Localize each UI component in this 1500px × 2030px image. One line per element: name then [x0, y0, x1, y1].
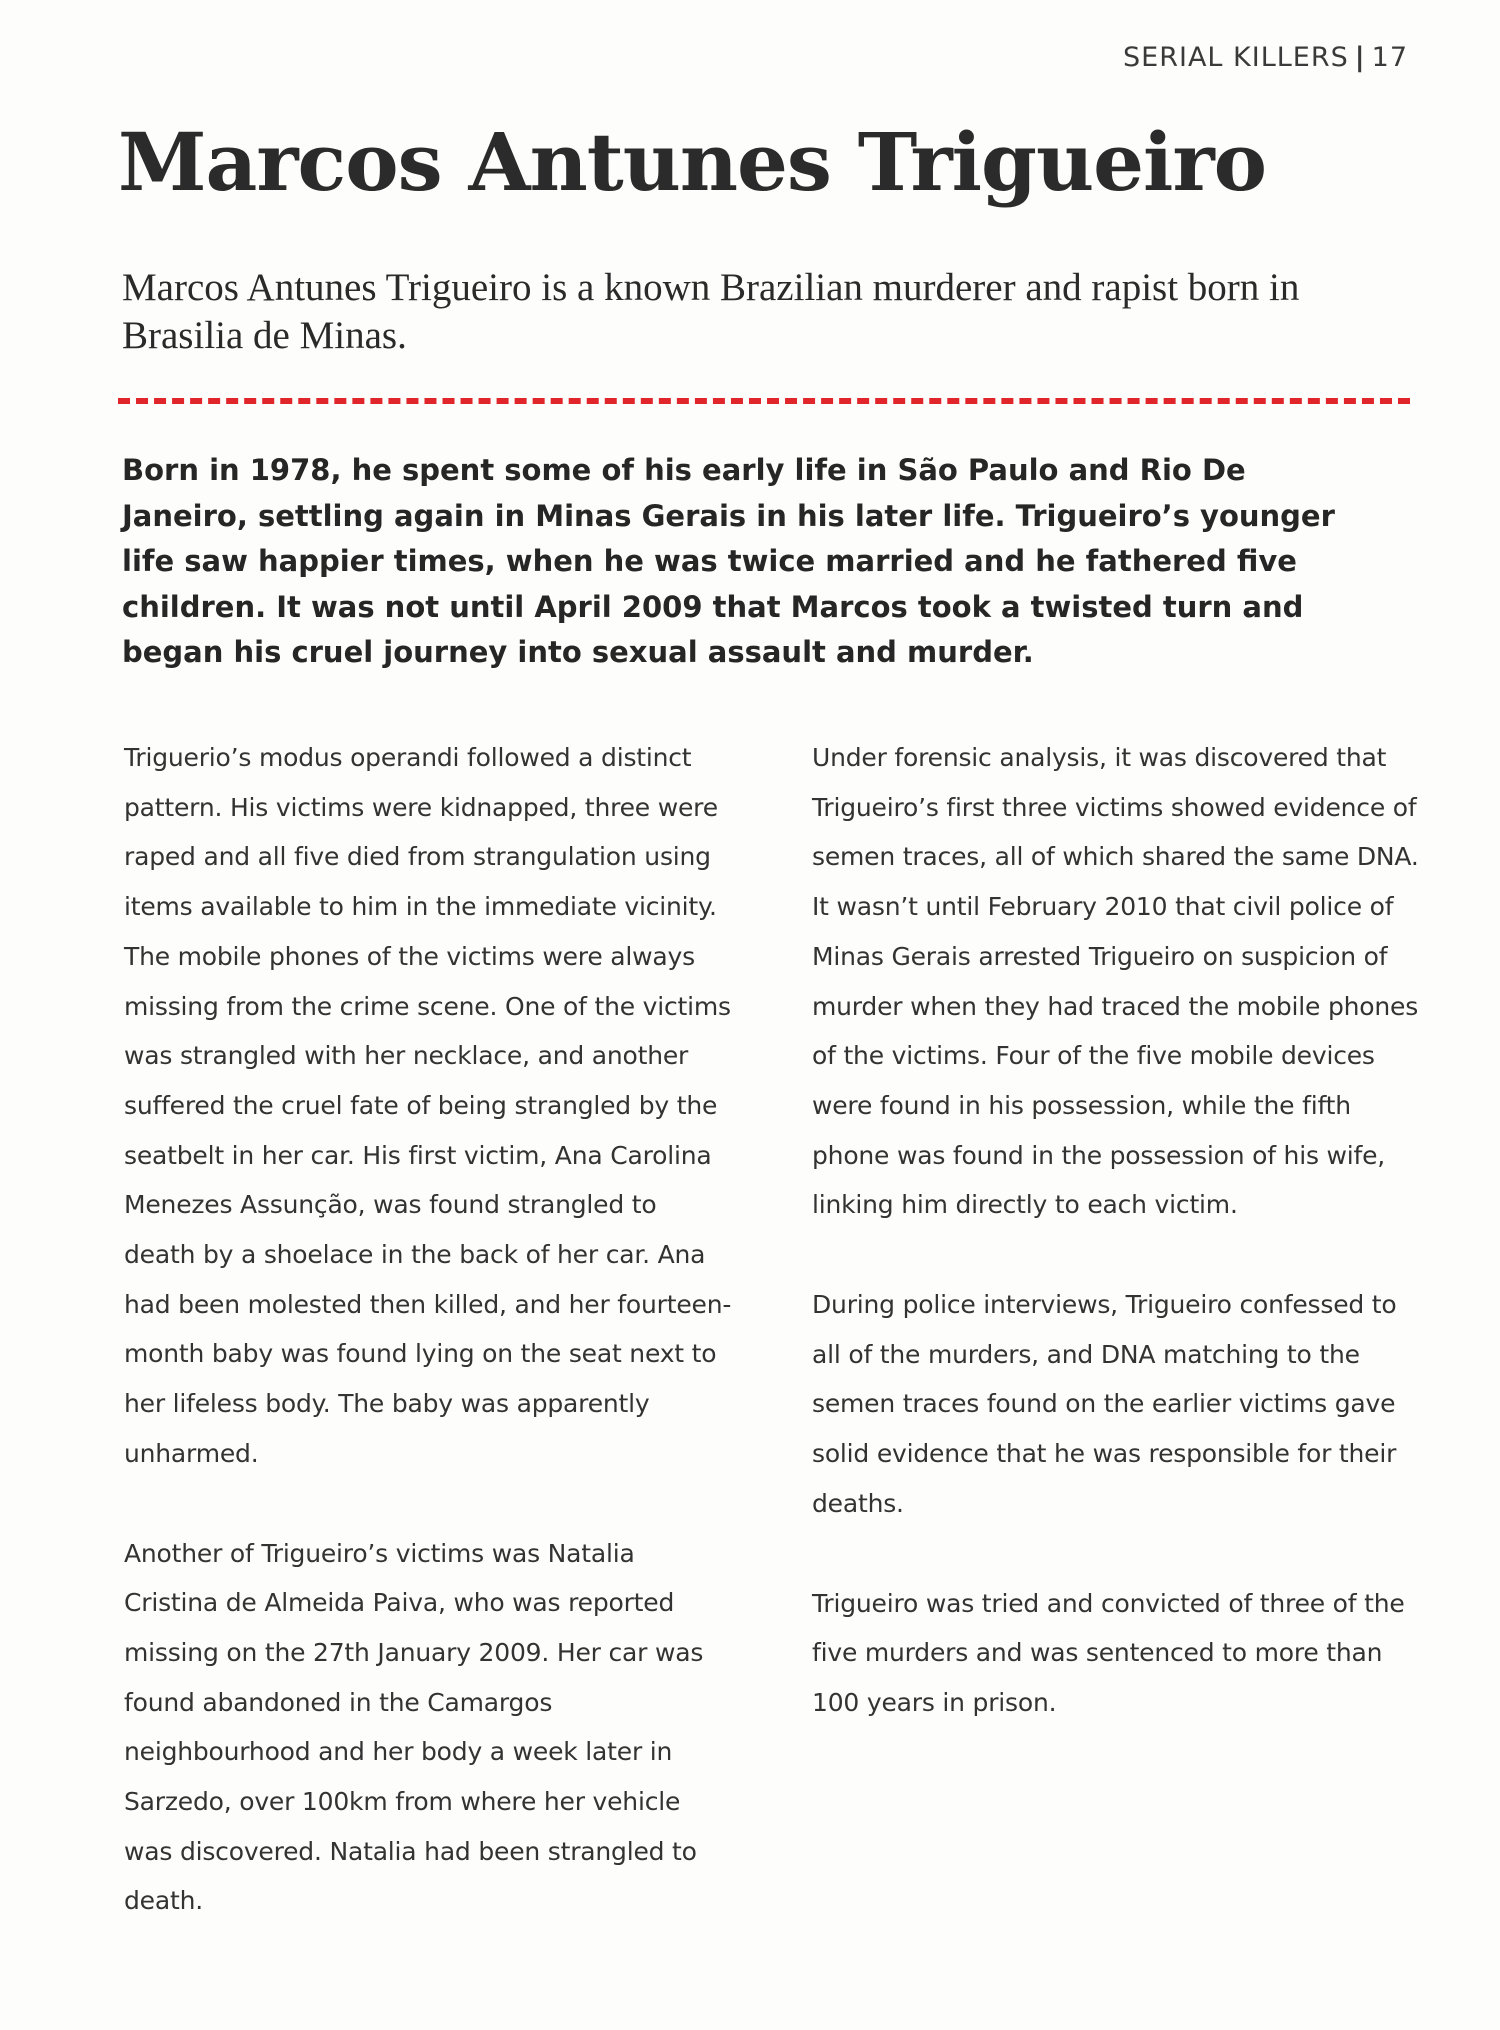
- left-column: [124, 733, 734, 1976]
- page-number: 17: [1371, 42, 1408, 73]
- right-column: [812, 733, 1422, 1778]
- header-separator: |: [1354, 42, 1366, 73]
- running-header: [1123, 42, 1408, 73]
- section-name: SERIAL KILLERS: [1123, 42, 1349, 73]
- article-intro: Marcos Antunes Trigueiro is a known Brazilian murderer and rapist born in Brasilia de Minas.: [122, 266, 1300, 357]
- body-paragraph: Triguerio’s modus operandi followed a distinct pattern. His victims were kidnapped, three were raped and all five died from strangulation using items available to him in the immediate vicinity. The mobile phones of the victims were always missing from the crime scene. One of the victims was strangled with her necklace, and another suffered the cruel fate of being strangled by the seatbelt in her car. His first victim, Ana Carolina Menezes Assunção, was found strangled to death by a shoelace in the back of her car. Ana had been molested then killed, and her fourteen-month baby was found lying on the seat next to her lifeless body. The baby was apparently unharmed.: [124, 743, 732, 1468]
- lead-paragraph: Born in 1978, he spent some of his early life in São Paulo and Rio De Janeiro, settling again in Minas Gerais in his later life. Trigueiro’s younger life saw happier times, when he was twice married and he fathered five children. It was not until April 2009 that Marcos took a twisted turn and began his cruel journey into sexual assault and murder.: [122, 453, 1335, 669]
- dashed-divider: [118, 398, 1410, 404]
- body-paragraph: Another of Trigueiro’s victims was Natalia Cristina de Almeida Paiva, who was reported missing on the 27th January 2009. Her car was found abandoned in the Camargos neighbourhood and her body a week later in Sarzedo, over 100km from where her vehicle was discovered. Natalia had been strangled to death.: [124, 1538, 704, 1916]
- body-paragraph: Trigueiro was tried and convicted of three of the five murders and was sentenced to more than 100 years in prison.: [812, 1588, 1405, 1717]
- body-paragraph: Under forensic analysis, it was discovered that Trigueiro’s first three victims showed evidence of semen traces, all of which shared the same DNA. It wasn’t until February 2010 that civil police of Minas Gerais arrested Trigueiro on suspicion of murder when they had traced the mobile phones of the victims. Four of the five mobile devices were found in his possession, while the fifth phone was found in the possession of his wife, linking him directly to each victim.: [812, 743, 1419, 1220]
- body-paragraph: During police interviews, Trigueiro confessed to all of the murders, and DNA matching to the semen traces found on the earlier victims gave solid evidence that he was responsible for their deaths.: [812, 1290, 1397, 1518]
- article-title: Marcos Antunes Trigueiro: [118, 115, 1266, 209]
